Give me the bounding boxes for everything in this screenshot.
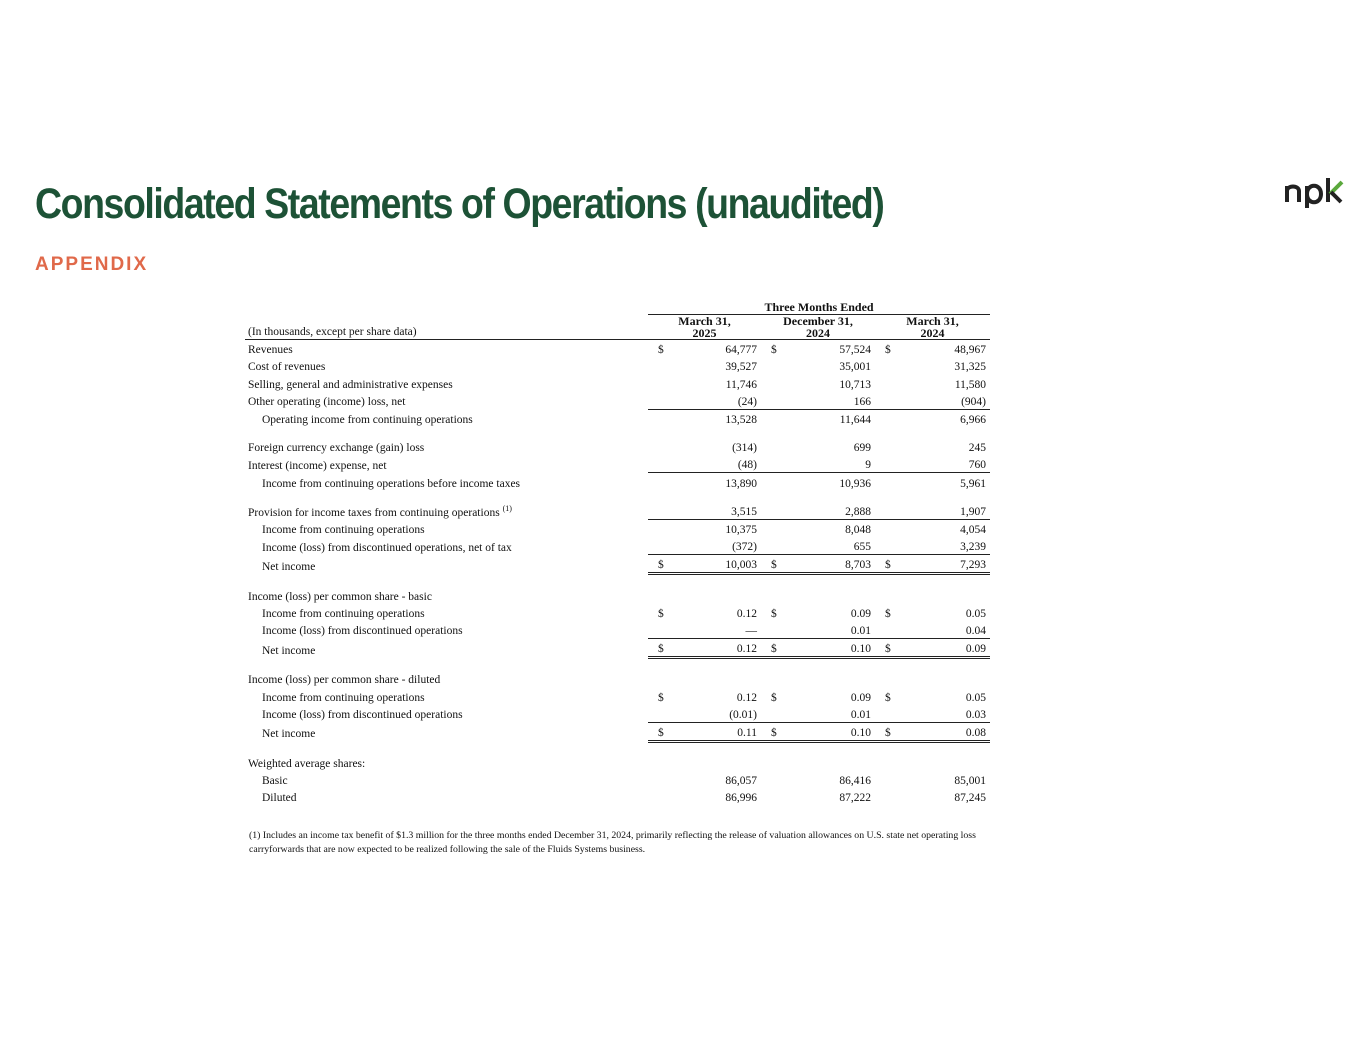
value-cell: 7,293 (895, 555, 990, 574)
table-row (245, 357, 990, 374)
row-label: Selling, general and administrative expenses (248, 378, 453, 391)
currency-cell (761, 438, 781, 455)
value-cell: (372) (732, 541, 757, 554)
value-cell: 699 (853, 442, 871, 455)
value-cell: — (745, 624, 757, 637)
value-cell: 0.08 (895, 722, 990, 741)
currency-cell: $ (885, 691, 891, 704)
currency-cell (761, 455, 781, 473)
row-label: Income (loss) from discontinued operations, net of tax (262, 541, 512, 554)
npk-logo (1284, 174, 1344, 210)
currency-cell (648, 621, 668, 639)
row-label: Income from continuing operations (262, 607, 425, 620)
currency-cell: $ (658, 607, 664, 620)
currency-cell (648, 455, 668, 473)
spacer-row (245, 491, 990, 502)
income-statement-table (245, 296, 990, 805)
currency-cell (875, 473, 895, 491)
value-cell (895, 670, 990, 687)
currency-cell (648, 537, 668, 555)
table-row (245, 519, 990, 537)
value-cell: (0.01) (729, 708, 757, 721)
currency-cell (761, 754, 781, 771)
currency-cell (648, 519, 668, 537)
footnote-marker: (1) (502, 503, 512, 513)
currency-cell (875, 771, 895, 788)
row-label: Income (loss) from discontinued operations (262, 709, 463, 722)
value-cell: 10,003 (668, 555, 761, 574)
value-cell: 11,580 (954, 378, 987, 391)
row-label: Income from continuing operations (262, 524, 425, 537)
row-label: Weighted average shares: (248, 758, 366, 771)
column-header-row (245, 315, 990, 340)
currency-cell (761, 670, 781, 687)
column-header: March 31, 2024 (875, 315, 990, 340)
row-label: Income (loss) from discontinued operations (262, 625, 463, 638)
value-cell: (904) (961, 395, 987, 408)
row-label: Provision for income taxes from continuing operations $^{(1)}$ (248, 503, 512, 519)
spacer-row (245, 741, 990, 754)
table-row (245, 687, 990, 704)
page-title: Consolidated Statements of Operations (unaudited) (35, 180, 884, 228)
row-label: Income from continuing operations before income taxes (262, 477, 521, 490)
row-label: Revenues (248, 344, 293, 357)
table-row (245, 409, 990, 427)
table-row (245, 502, 990, 520)
row-label: Net income (262, 728, 316, 741)
currency-cell (761, 788, 781, 805)
value-cell (781, 586, 875, 603)
currency-cell (761, 586, 781, 603)
value-cell: (48) (737, 459, 757, 472)
value-cell (668, 754, 761, 771)
value-cell: 13,890 (668, 473, 761, 491)
currency-cell (648, 586, 668, 603)
currency-cell (875, 374, 895, 391)
currency-cell (648, 392, 668, 410)
currency-cell (875, 586, 895, 603)
currency-cell (761, 357, 781, 374)
currency-cell: $ (648, 638, 668, 657)
value-cell: 64,777 (725, 344, 757, 357)
value-cell: 0.05 (965, 607, 987, 620)
currency-cell: $ (658, 691, 664, 704)
value-cell: 57,524 (839, 344, 871, 357)
value-cell: 0.09 (895, 638, 990, 657)
table-row (245, 670, 990, 687)
currency-cell (648, 438, 668, 455)
currency-cell: $ (761, 555, 781, 574)
table-row (245, 340, 990, 358)
currency-cell (648, 502, 668, 520)
value-cell: 10,713 (839, 378, 871, 391)
table-row (245, 788, 990, 805)
currency-cell: $ (875, 722, 895, 741)
table-row (245, 638, 990, 657)
table-row (245, 438, 990, 455)
table-row (245, 604, 990, 621)
period-group-label: Three Months Ended (648, 296, 990, 315)
table-row (245, 771, 990, 788)
currency-cell (875, 519, 895, 537)
table-row (245, 754, 990, 771)
value-cell: 0.05 (965, 691, 987, 704)
row-label: Income (loss) per common share - basic (248, 590, 432, 603)
currency-cell (648, 754, 668, 771)
currency-cell (648, 374, 668, 391)
section-label: APPENDIX (35, 254, 149, 275)
value-cell: 10,936 (781, 473, 875, 491)
currency-cell (648, 409, 668, 427)
value-cell: 11,746 (725, 378, 757, 391)
value-cell: 31,325 (954, 361, 987, 374)
table-row (245, 586, 990, 603)
value-cell: 0.10 (781, 722, 875, 741)
value-cell: 8,048 (781, 519, 875, 537)
value-cell: 0.03 (965, 708, 987, 721)
currency-cell (761, 473, 781, 491)
row-label: Net income (262, 560, 316, 573)
value-cell: 0.10 (781, 638, 875, 657)
value-cell: 0.09 (850, 691, 871, 704)
table-row (245, 621, 990, 639)
row-label: Foreign currency exchange (gain) loss (248, 442, 425, 455)
currency-cell (875, 670, 895, 687)
currency-cell: $ (761, 638, 781, 657)
currency-cell (875, 409, 895, 427)
currency-cell (761, 392, 781, 410)
currency-cell: $ (771, 691, 777, 704)
currency-cell (761, 502, 781, 520)
table-row (245, 392, 990, 410)
value-cell: 0.12 (736, 607, 757, 620)
value-cell: 87,222 (839, 792, 871, 805)
currency-cell (875, 392, 895, 410)
spacer-row (245, 427, 990, 438)
row-label: Basic (262, 775, 288, 788)
row-label: Net income (262, 644, 316, 657)
value-cell (895, 586, 990, 603)
currency-cell (875, 705, 895, 723)
value-cell: 39,527 (725, 361, 757, 374)
value-cell: 3,239 (960, 541, 987, 554)
statement-body (245, 340, 990, 806)
value-cell: (24) (737, 395, 757, 408)
value-cell: 13,528 (668, 409, 761, 427)
value-cell: 4,054 (895, 519, 990, 537)
currency-cell: $ (771, 344, 777, 357)
currency-cell (875, 455, 895, 473)
column-header: March 31, 2025 (648, 315, 761, 340)
value-cell: 0.04 (965, 624, 987, 637)
currency-cell (761, 537, 781, 555)
table-row (245, 473, 990, 491)
value-cell (668, 586, 761, 603)
currency-cell (648, 705, 668, 723)
table-row (245, 705, 990, 723)
currency-cell (761, 621, 781, 639)
currency-cell (648, 357, 668, 374)
value-cell: (314) (732, 442, 757, 455)
currency-cell (875, 502, 895, 520)
value-cell (668, 670, 761, 687)
value-cell: 86,416 (839, 775, 871, 788)
row-label: Income from continuing operations (262, 691, 425, 704)
row-label: Other operating (income) loss, net (248, 396, 406, 409)
value-cell: 87,245 (954, 792, 987, 805)
value-cell: 760 (968, 459, 987, 472)
spacer-row (245, 658, 990, 671)
value-cell: 0.01 (850, 624, 871, 637)
currency-cell (648, 670, 668, 687)
value-cell: 8,703 (781, 555, 875, 574)
currency-cell: $ (771, 607, 777, 620)
currency-cell (761, 705, 781, 723)
currency-cell (875, 438, 895, 455)
value-cell (781, 754, 875, 771)
currency-cell: $ (761, 722, 781, 741)
currency-cell (761, 771, 781, 788)
row-label: Interest (income) expense, net (248, 459, 387, 472)
value-cell: 0.12 (736, 691, 757, 704)
table-row (245, 722, 990, 741)
currency-cell (875, 754, 895, 771)
row-label: Cost of revenues (248, 361, 326, 374)
income-statement (245, 296, 990, 805)
value-cell: 0.12 (668, 638, 761, 657)
value-cell (781, 670, 875, 687)
table-row (245, 555, 990, 574)
value-cell: 48,967 (954, 344, 987, 357)
unit-label: (In thousands, except per share data) (245, 315, 648, 340)
currency-cell: $ (875, 555, 895, 574)
currency-cell (875, 357, 895, 374)
currency-cell: $ (648, 722, 668, 741)
value-cell: 9 (865, 459, 871, 472)
value-cell: 2,888 (845, 505, 871, 518)
spacer-row (245, 574, 990, 587)
value-cell: 5,961 (895, 473, 990, 491)
table-row (245, 374, 990, 391)
value-cell: 3,515 (731, 505, 757, 518)
value-cell: 0.09 (850, 607, 871, 620)
currency-cell (875, 537, 895, 555)
period-header-row (245, 296, 990, 315)
currency-cell (761, 374, 781, 391)
value-cell: 0.01 (850, 708, 871, 721)
value-cell: 10,375 (668, 519, 761, 537)
currency-cell: $ (885, 344, 891, 357)
currency-cell: $ (885, 607, 891, 620)
value-cell: 1,907 (960, 505, 987, 518)
footnote: (1) Includes an income tax benefit of $1.3 million for the three months ended December 31, 2024, primarily reflecting the release of valuation allowances on U.S. state net operating loss carryforwards that are now expected to be realized following the sale of the Fluids Systems business. (249, 830, 976, 855)
table-row (245, 455, 990, 473)
currency-cell: $ (648, 555, 668, 574)
column-header: December 31, 2024 (761, 315, 875, 340)
currency-cell (875, 621, 895, 639)
value-cell: 655 (853, 541, 871, 554)
currency-cell: $ (875, 638, 895, 657)
row-label: Diluted (262, 792, 297, 805)
table-row (245, 537, 990, 555)
value-cell: 0.11 (668, 722, 761, 741)
value-cell: 86,057 (725, 775, 757, 788)
currency-cell (648, 771, 668, 788)
currency-cell (761, 409, 781, 427)
value-cell: 35,001 (839, 361, 871, 374)
value-cell: 85,001 (954, 775, 987, 788)
row-label: Income (loss) per common share - diluted (248, 674, 441, 687)
value-cell: 245 (968, 442, 987, 455)
value-cell: 166 (853, 395, 871, 408)
row-label: Operating income from continuing operations (262, 413, 473, 426)
currency-cell (875, 788, 895, 805)
value-cell: 86,996 (725, 792, 757, 805)
value-cell (895, 754, 990, 771)
currency-cell (648, 788, 668, 805)
value-cell: 11,644 (781, 409, 875, 427)
currency-cell: $ (658, 344, 664, 357)
currency-cell (648, 473, 668, 491)
value-cell: 6,966 (895, 409, 990, 427)
currency-cell (761, 519, 781, 537)
